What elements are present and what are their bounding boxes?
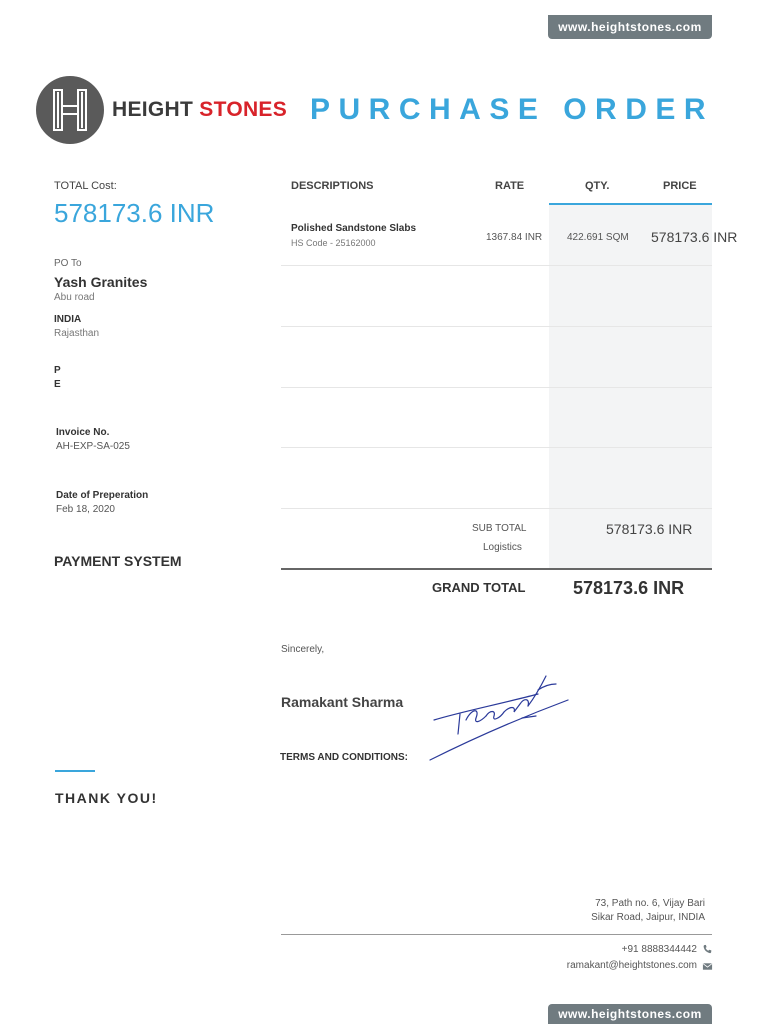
logo-word-stones: STONES: [199, 98, 288, 121]
logo-word-height: HEIGHT: [112, 98, 194, 121]
phone-icon: [702, 944, 713, 955]
vendor-address: Abu road: [54, 292, 95, 303]
item-qty: 422.691 SQM: [567, 232, 629, 243]
handwritten-signature: [420, 668, 580, 768]
date-label: Date of Preperation: [56, 490, 149, 501]
thank-you-text: THANK YOU!: [55, 790, 158, 806]
company-address-line1: 73, Path no. 6, Vijay Bari: [595, 898, 705, 909]
po-to-label: PO To: [54, 258, 82, 269]
header-accent-line: [549, 203, 712, 205]
table-row-divider: [281, 447, 712, 448]
header-rate: RATE: [495, 180, 525, 192]
vendor-state: Rajasthan: [54, 328, 100, 339]
company-address-line2: Sikar Road, Jaipur, INDIA: [591, 912, 705, 923]
page-title: PURCHASE ORDER: [310, 93, 715, 126]
header-descriptions: DESCRIPTIONS: [291, 180, 374, 192]
sincerely-text: Sincerely,: [281, 644, 325, 655]
header-qty: QTY.: [585, 180, 610, 192]
vendor-name: Yash Granites: [54, 274, 148, 290]
grand-total-divider: [281, 568, 712, 570]
sub-total-label: SUB TOTAL: [472, 523, 527, 534]
item-hs-code: HS Code - 25162000: [291, 238, 376, 248]
logo-h-icon: [36, 76, 104, 144]
footer-divider: [281, 934, 712, 935]
website-text: www.heightstones.com: [558, 20, 702, 34]
total-cost-value: 578173.6 INR: [54, 198, 215, 228]
header-price: PRICE: [663, 180, 697, 192]
grand-total-value: 578173.6 INR: [573, 578, 685, 598]
total-cost-label: TOTAL Cost:: [54, 180, 117, 192]
company-logo: [36, 76, 287, 144]
grand-total-label: GRAND TOTAL: [432, 580, 526, 595]
envelope-icon: [702, 961, 713, 972]
item-description: Polished Sandstone Slabs: [291, 223, 417, 234]
vendor-phone-label: P: [54, 365, 61, 376]
invoice-number: AH-EXP-SA-025: [56, 441, 130, 452]
table-row-divider: [281, 508, 712, 509]
website-badge-top[interactable]: [548, 15, 712, 39]
logo-wordmark: [112, 98, 287, 122]
website-text: www.heightstones.com: [558, 1007, 702, 1021]
sub-total-value: 578173.6 INR: [606, 521, 693, 537]
logistics-label: Logistics: [483, 542, 522, 553]
table-row-divider: [281, 326, 712, 327]
company-email[interactable]: ramakant@heightstones.com: [566, 960, 697, 971]
date-value: Feb 18, 2020: [56, 504, 115, 515]
table-row-divider: [281, 387, 712, 388]
item-price: 578173.6 INR: [651, 229, 738, 245]
item-rate: 1367.84 INR: [486, 232, 543, 243]
terms-heading: TERMS AND CONDITIONS:: [280, 752, 408, 763]
vendor-country: INDIA: [54, 314, 82, 325]
invoice-label: Invoice No.: [56, 427, 110, 438]
vendor-email-label: E: [54, 379, 61, 390]
website-badge-bottom[interactable]: [548, 1004, 712, 1024]
company-phone[interactable]: +91 8888344442: [621, 944, 697, 955]
payment-system-heading: PAYMENT SYSTEM: [54, 553, 182, 569]
signer-name: Ramakant Sharma: [281, 694, 404, 710]
table-row-divider: [281, 265, 712, 266]
thank-you-divider: [55, 770, 95, 772]
price-column-shade: [549, 204, 712, 568]
